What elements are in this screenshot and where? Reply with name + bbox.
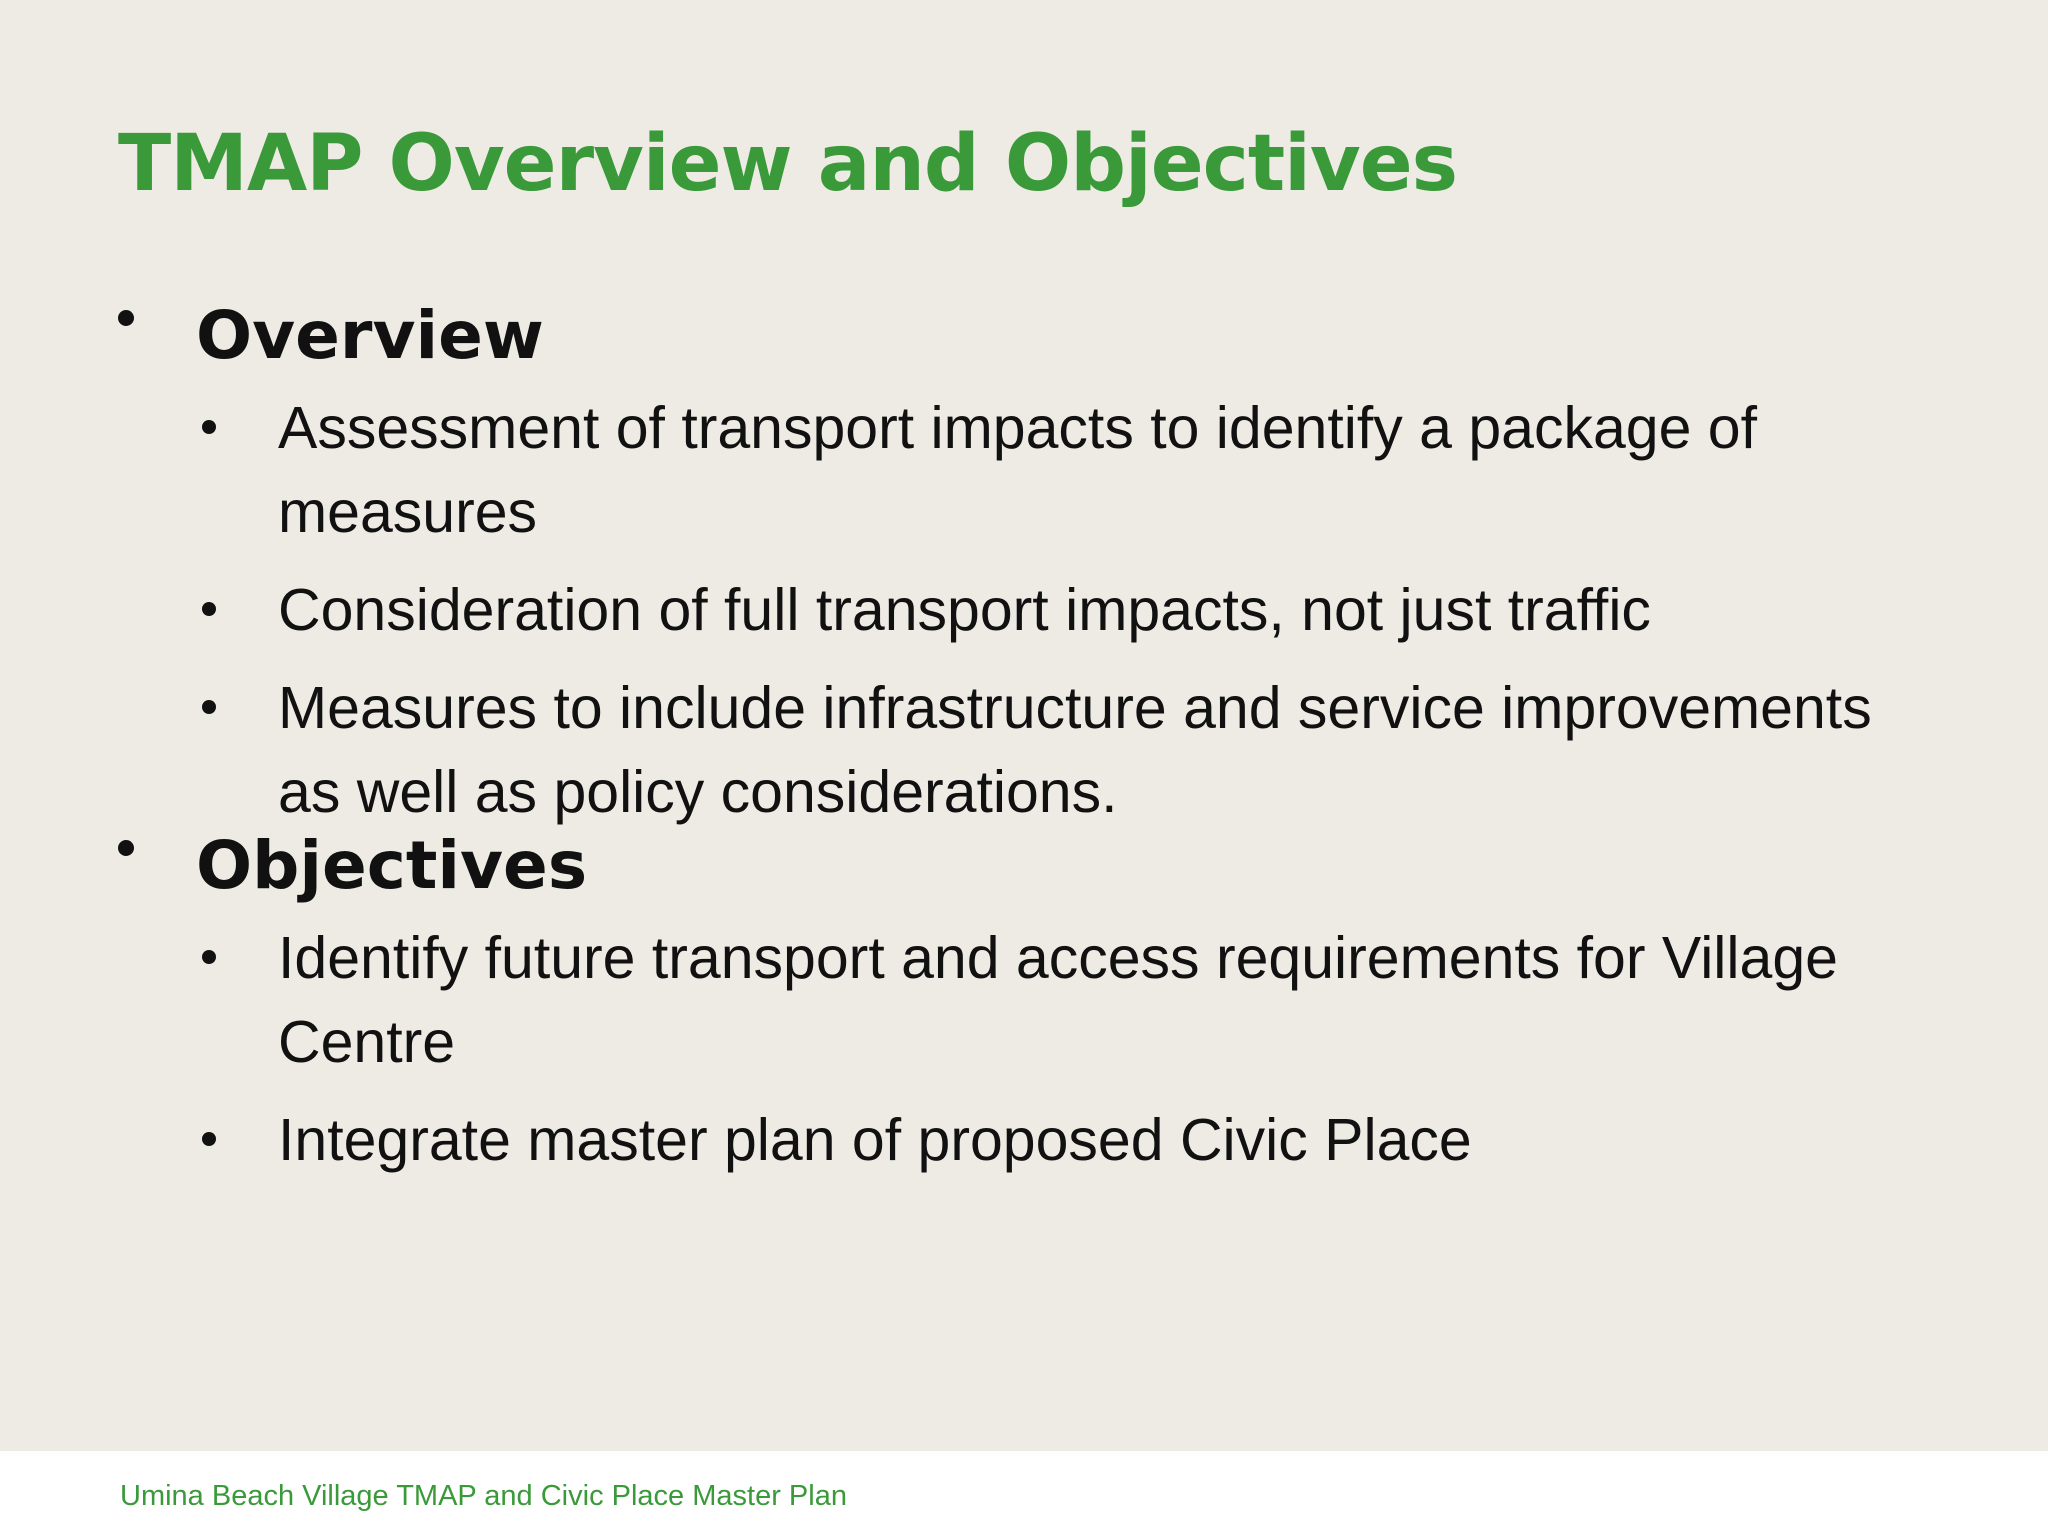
bullet-icon	[202, 700, 216, 714]
bullet-icon	[118, 310, 134, 326]
list-item	[118, 568, 1878, 652]
list-item-text: Measures to include infrastructure and service improvements as well as policy considerations.	[278, 675, 1872, 825]
section-overview	[118, 286, 1918, 834]
list-item-text: Identify future transport and access requirements for Village Centre	[278, 925, 1838, 1075]
slide-content	[118, 297, 1918, 1196]
list-item	[118, 916, 1878, 1084]
bullet-list	[118, 916, 1918, 1182]
section-heading	[118, 286, 1918, 386]
list-item	[118, 666, 1878, 834]
section-heading	[118, 816, 1918, 916]
section-heading-label: Overview	[196, 297, 544, 374]
section-objectives	[118, 816, 1918, 1182]
bullet-icon	[202, 602, 216, 616]
bullet-icon	[118, 840, 134, 856]
bullet-icon	[202, 950, 216, 964]
list-item	[118, 386, 1878, 554]
slide-title: TMAP Overview and Objectives	[118, 119, 1458, 209]
list-item	[118, 1098, 1878, 1182]
bullet-icon	[202, 1132, 216, 1146]
footer-text: Umina Beach Village TMAP and Civic Place Master Plan	[120, 1480, 847, 1512]
list-item-text: Assessment of transport impacts to identify a package of measures	[278, 395, 1758, 545]
list-item-text: Consideration of full transport impacts, not just traffic	[278, 577, 1651, 643]
list-item-text: Integrate master plan of proposed Civic Place	[278, 1107, 1472, 1173]
bullet-list	[118, 386, 1918, 834]
section-heading-label: Objectives	[196, 827, 588, 904]
bullet-icon	[202, 420, 216, 434]
